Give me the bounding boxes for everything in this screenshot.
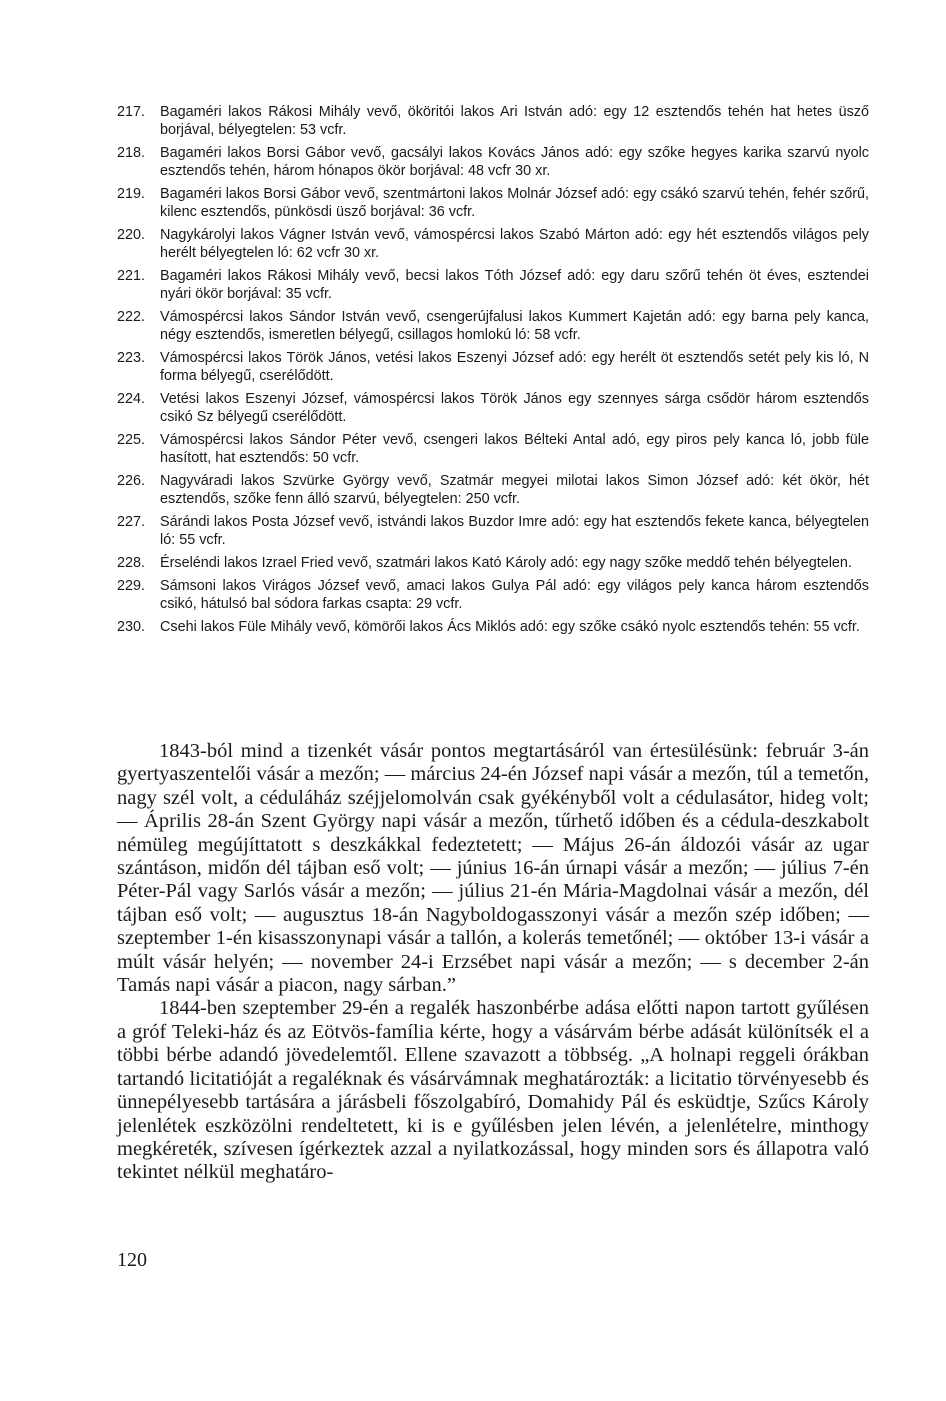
entry-number: 230.	[117, 619, 146, 635]
entry-number: 220.	[117, 227, 146, 243]
paragraph-1843: 1843-ból mind a tizenkét vásár pontos megtartásáról van értesülésünk: február 3-án gyertyaszentelői vásár a mezőn; — március 24-én József napi vásár a mezőn, túl a temetőn, nagy szél volt, a céduláház széjjelomolván csak gyékényből volt a cédulasátor, hideg volt; — Április 28-án Szent György napi vásár a mezőn, tűrhető időben és a cédula-deszkabolt némüleg megújíttatott s deszkákkal fedeztetett; — Május 26-án áldozói vásár az ugar szántáson, midőn dél tájban eső volt; — június 16-án úrnapi vásár a mezőn; — július 7-én Péter-Pál vagy Sarlós vásár a mezőn; — július 21-én Mária-Magdolnai vásár a mezőn, dél tájban eső volt; — augusztus 18-án Nagyboldogasszonyi vásár a mezőn szép időben; — szeptember 1-én kisasszonynapi vásár a tallón, a kolerás temetőnél; — október 13-i vásár a múlt vásár helyén; — november 24-i Erzsébet napi vásár a mezőn; — s december 2-án Tamás napi vásár a piacon, nagy sárban.”	[117, 740, 869, 997]
list-item	[117, 185, 869, 221]
list-item	[117, 103, 869, 139]
list-item	[117, 267, 869, 303]
entry-list	[117, 103, 869, 641]
list-item	[117, 472, 869, 508]
entry-text: Bagaméri lakos Rákosi Mihály vevő, ököritói lakos Ari István adó: egy 12 esztendős tehén hat hetes üsző borjával, bélyegtelen: 53 vcfr.	[160, 104, 869, 138]
entry-number: 219.	[117, 186, 146, 202]
entry-text: Érseléndi lakos Izrael Fried vevő, szatmári lakos Kató Károly adó: egy nagy szőke meddő tehén bélyegtelen.	[160, 555, 852, 571]
entry-number: 218.	[117, 145, 146, 161]
list-item	[117, 308, 869, 344]
entry-text: Sámsoni lakos Virágos József vevő, amaci lakos Gulya Pál adó: egy világos pely kanca három esztendős csikó, hátulsó bal sódora farkas csapta: 29 vcfr.	[160, 578, 869, 612]
entry-number: 226.	[117, 473, 146, 489]
entry-text: Vámospércsi lakos Sándor István vevő, csengerújfalusi lakos Kummert Kajetán adó: egy barna pely kanca, négy esztendős, ismeretlen bélyegű, csillagos homlokú ló: 58 vcfr.	[160, 309, 869, 343]
entry-number: 225.	[117, 432, 146, 448]
page-number: 120	[117, 1249, 147, 1271]
list-item	[117, 226, 869, 262]
entry-number: 221.	[117, 268, 146, 284]
entry-text: Bagaméri lakos Borsi Gábor vevő, szentmártoni lakos Molnár József adó: egy csákó szarvú tehén, fehér szőrű, kilenc esztendős, pünkösdi üsző borjával: 36 vcfr.	[160, 186, 869, 220]
list-item	[117, 577, 869, 613]
entry-text: Vetési lakos Eszenyi József, vámospércsi lakos Török János egy szennyes sárga csődör három esztendős csikó Sz bélyegű cserélődött.	[160, 391, 869, 425]
paragraph-1844: 1844-ben szeptember 29-én a regalék haszonbérbe adása előtti napon tartott gyűlésen a gróf Teleki-ház és az Eötvös-família kérte, hogy a vásárvám bérbe adását különítsék el a többi bérbe adandó jövedelemtől. Ellene szavazott a többség. „A holnapi reggeli órákban tartandó licitatióját a regaléknak és vásárvámnak meghatározták: a licitatio törvényesebb és ünnepélyesebb tartására a járásbeli főszolgabíró, Domahidy Pál és esküdtje, Szűcs Károly jelenlétek eszközölni rendeltetett, ki is e gyűlésben jelen lévén, a jelenlételre, minthogy megkéreték, szívesen ígérkeztek azzal a nyilatkozással, hogy minden sors és állapotra való tekintet nélkül meghatáro-	[117, 997, 869, 1184]
entry-text: Vámospércsi lakos Török János, vetési lakos Eszenyi József adó: egy herélt öt esztendős setét pely kis ló, N forma bélyegű, cserélődött.	[160, 350, 869, 384]
body-text	[117, 740, 869, 1185]
list-item	[117, 513, 869, 549]
list-item	[117, 349, 869, 385]
entry-text: Nagyváradi lakos Szvürke György vevő, Szatmár megyei milotai lakos Simon József adó: két ökör, hét esztendős, szőke fenn álló szarvú, bélyegtelen: 250 vcfr.	[160, 473, 869, 507]
entry-text: Csehi lakos Füle Mihály vevő, kömörői lakos Ács Miklós adó: egy szőke csákó nyolc esztendős tehén: 55 vcfr.	[160, 619, 860, 635]
entry-text: Bagaméri lakos Borsi Gábor vevő, gacsályi lakos Kovács János adó: egy szőke hegyes karika szarvú nyolc esztendős tehén, három hónapos ökör borjával: 48 vcfr 30 xr.	[160, 145, 869, 179]
list-item	[117, 144, 869, 180]
list-item	[117, 390, 869, 426]
list-item	[117, 618, 869, 636]
entry-number: 227.	[117, 514, 146, 530]
entry-text: Bagaméri lakos Rákosi Mihály vevő, becsi lakos Tóth József adó: egy daru szőrű tehén öt éves, esztendei nyári ökör borjával: 35 vcfr.	[160, 268, 869, 302]
entry-number: 223.	[117, 350, 146, 366]
entry-number: 217.	[117, 104, 146, 120]
entry-number: 222.	[117, 309, 146, 325]
entry-text: Sárándi lakos Posta József vevő, istvándi lakos Buzdor Imre adó: egy hat esztendős fekete kanca, bélyegtelen ló: 55 vcfr.	[160, 514, 869, 548]
list-item	[117, 431, 869, 467]
entry-number: 228.	[117, 555, 146, 571]
entry-number: 224.	[117, 391, 146, 407]
entry-number: 229.	[117, 578, 146, 594]
list-item	[117, 554, 869, 572]
entry-text: Nagykárolyi lakos Vágner István vevő, vámospércsi lakos Szabó Márton adó: egy hét esztendős világos pely herélt bélyegtelen ló: 62 vcfr 30 xr.	[160, 227, 869, 261]
entry-text: Vámospércsi lakos Sándor Péter vevő, csengeri lakos Bélteki Antal adó, egy piros pely kanca ló, jobb füle hasított, hat esztendős: 50 vcfr.	[160, 432, 869, 466]
